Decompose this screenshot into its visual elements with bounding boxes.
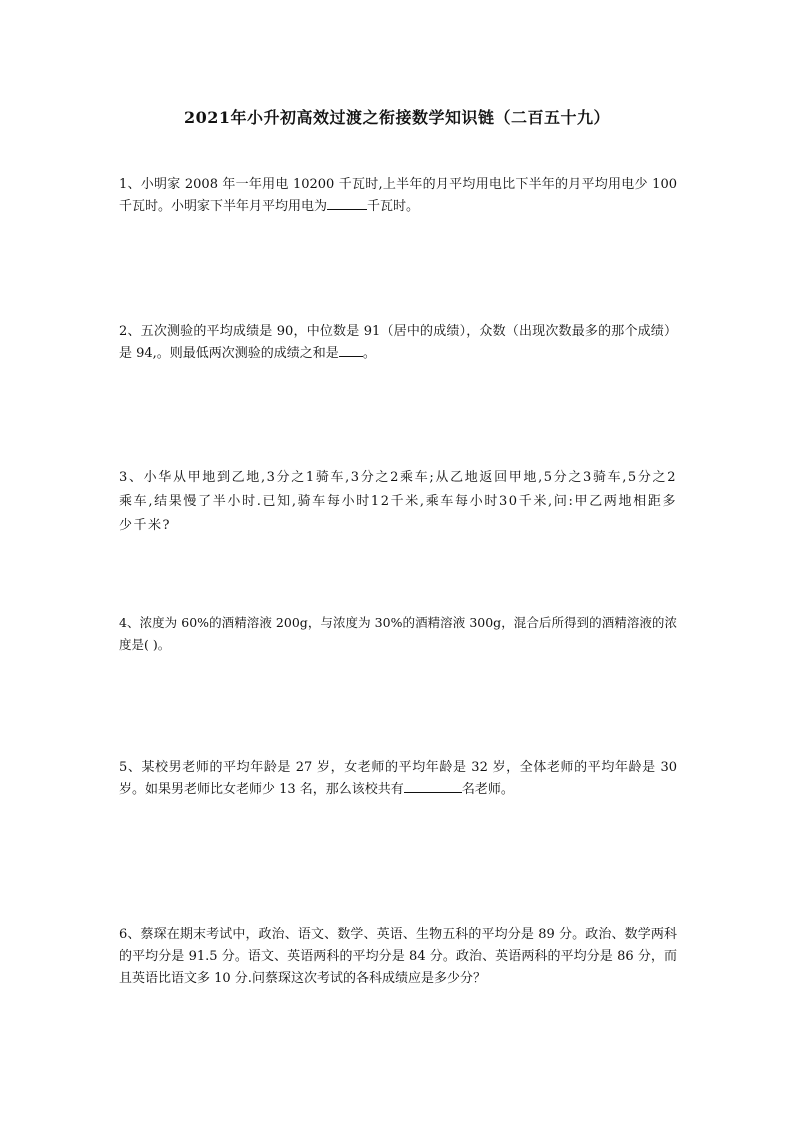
problem-2-text-end: 。 (362, 346, 376, 361)
answer-blank (404, 779, 462, 793)
answer-blank (339, 343, 363, 357)
problem-6-text: 6、蔡琛在期末考试中，政治、语文、数学、英语、生物五科的平均分是 89 分。政治、数学两科的平均分是 91.5 分。语文、英语两科的平均分是 84 分。政治、英语两科的平均分是 86 分，而且英语比语文多 10 分.问蔡琛这次考试的各科成绩应是多少分？ (119, 927, 677, 986)
problem-2 (119, 321, 677, 365)
problem-4-text: 4、浓度为 60%的酒精溶液 200g，与浓度为 30%的酒精溶液 300g，混合后所得到的酒精溶液的浓度是( )。 (119, 615, 677, 652)
problem-3-text: 3、小华从甲地到乙地,3分之1骑车,3分之2乘车;从乙地返回甲地,5分之3骑车,5分之2乘车,结果慢了半小时.已知,骑车每小时12千米,乘车每小时30千米,问:甲乙两地相距多少千米? (119, 470, 677, 533)
answer-blank (327, 196, 367, 210)
problem-1 (119, 174, 677, 218)
problem-3 (119, 466, 677, 538)
page-title: 2021年小升初高效过渡之衔接数学知识链（二百五十九） (183, 108, 611, 127)
problem-5-text-end: 名老师。 (461, 782, 514, 797)
problem-1-text: 1、小明家 2008 年一年用电 10200 千瓦时,上半年的月平均用电比下半年的月平均用电少 100 千瓦时。小明家下半年月平均用电为 (119, 177, 677, 214)
problem-5 (119, 757, 677, 801)
problem-1-text-end: 千瓦时。 (367, 199, 420, 214)
problem-4 (119, 612, 677, 656)
problem-2-text: 2、五次测验的平均成绩是 90，中位数是 91（居中的成绩），众数（出现次数最多的那个成绩）是 94,。则最低两次测验的成绩之和是 (119, 324, 677, 361)
problem-5-text: 5、某校男老师的平均年龄是 27 岁，女老师的平均年龄是 32 岁，全体老师的平均年龄是 30 岁。如果男老师比女老师少 13 名，那么该校共有 (119, 760, 677, 797)
problem-6 (119, 924, 677, 990)
